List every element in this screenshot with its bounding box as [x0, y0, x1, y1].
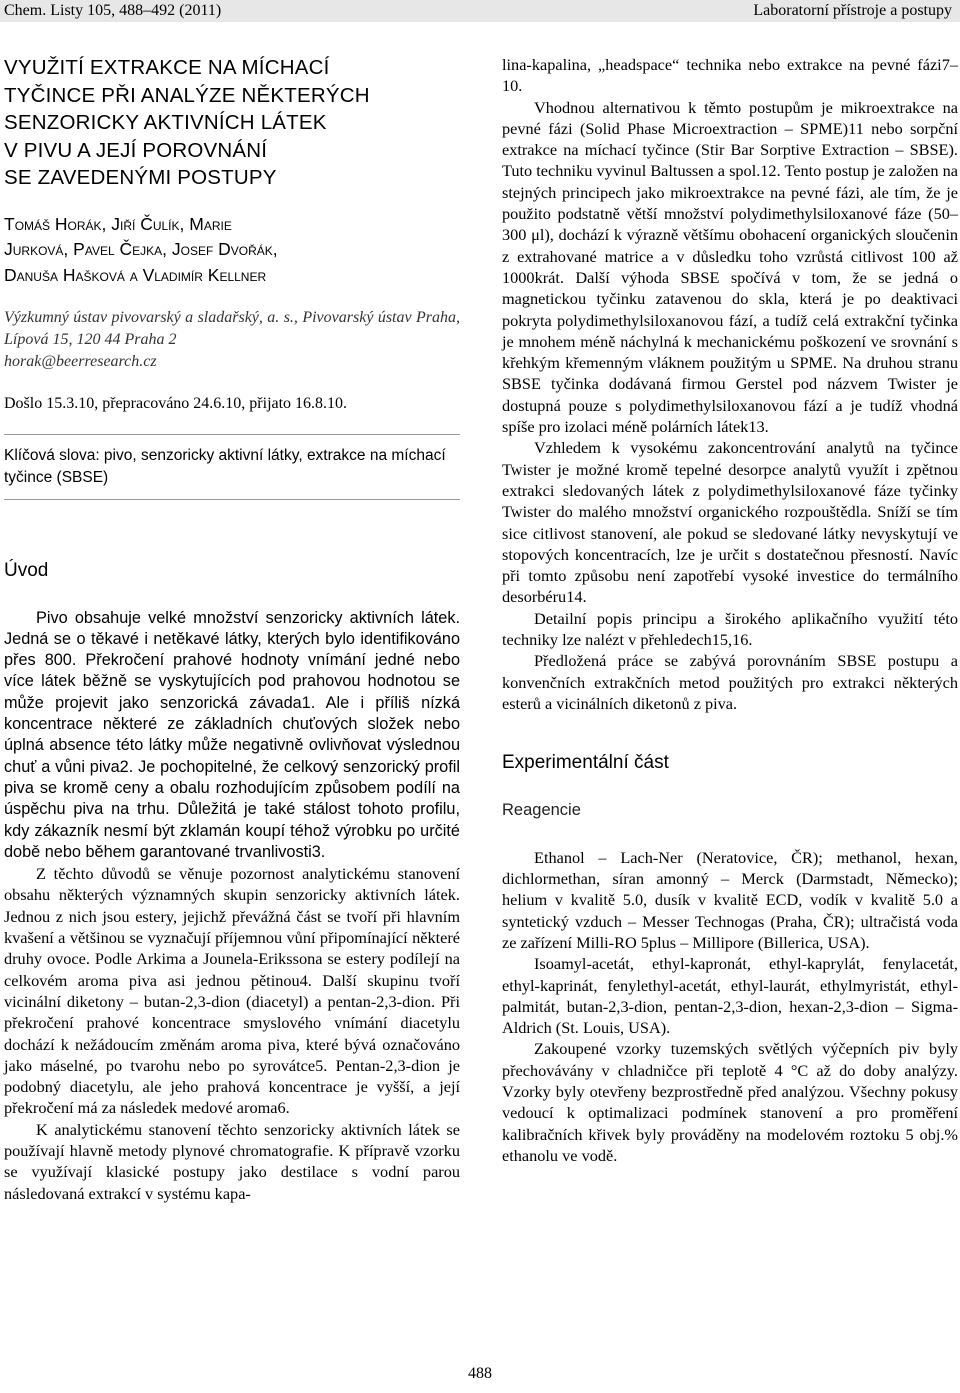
title-line: SE ZAVEDENÝMI POSTUPY	[4, 166, 277, 189]
body-paragraph: Ethanol – Lach-Ner (Neratovice, ČR); methanol, hexan, dichlormethan, síran amonný – Merck (Darmstadt, Německo); helium v kvalitě 5.0, dusík v kvalitě ECD, vodík v kvalitě 5.0 a syntetický vzduch – Messer Technogas (Praha, ČR); ultračistá voda ze zařízení Milli-RO 5plus – Millipore (Billerica, USA).	[502, 847, 958, 952]
body-paragraph: Pivo obsahuje velké množství senzoricky aktivních látek. Jedná se o těkavé i netěkavé látky, kterých bylo identifikováno přes 800. Překročení prahové hodnoty vnímání jedné nebo více látek běžně se vyskytujících pod prahovou hodnotou se může projevit jako senzorická závada1. Ale i příliš nízká koncentrace některé ze základních chuťových složek nebo úplná absence této látky může negativně ovlivňovat výslednou chuť a vůni piva2. Je pochopitelné, že celkový senzorický profil piva se kromě ceny a obalu rozhodujícím způsobem podílí na úspěchu piva na trhu. Důležitá je také stálost tohoto profilu, kdy zákazník nesmí být zklamán koupí téhož výrobku po určité době nebo během garantované trvanlivosti3.	[4, 608, 460, 861]
author-line: Danuša Hašková a Vladimír Kellner	[4, 264, 267, 285]
author-line: Jurková, Pavel Čejka, Josef Dvořák,	[4, 239, 278, 259]
divider	[4, 434, 460, 435]
body-paragraph: Detailní popis principu a širokého aplikačního využití této techniky lze nalézt v přehledech15,16.	[502, 608, 958, 650]
body-paragraph: Předložená práce se zabývá porovnáním SBSE postupu a konvenčních extrakčních metod použitých pro extrakci některých esterů a vicinálních diketonů z piva.	[502, 651, 958, 713]
author-line: Tomáš Horák, Jiří Čulík, Marie	[4, 213, 232, 234]
author-list	[4, 212, 460, 289]
body-paragraph: lina-kapalina, „headspace“ technika nebo extrakce na pevné fázi7–10.	[502, 55, 958, 96]
divider	[4, 499, 460, 500]
body-paragraph: Z těchto důvodů se věnuje pozornost analytickému stanovení obsahu některých významných skupin senzoricky aktivních látek. Jednou z nich jsou estery, jejichž převážná část se tvoří při hlavním kvašení a většinou se vyznačují příjemnou vůní připomínající některé druhy ovoce. Podle Arkima a Jounela-Erikssona se estery podílejí na celkovém aroma piva asi jednou pětinou4. Další skupinu tvoří vicinální diketony – butan-2,3-dion (diacetyl) a pentan-2,3-dion. Při překročení prahové koncentrace smyslového vnímání diacetylu dochází k nežádoucím změnám aroma piva, které bývá označováno jako máselné, po tvarohu nebo po syrovátce5. Pentan-2,3-dion je podobný diacetylu, ale jeho prahová koncentrace je vyšší, a její překročení má za následek medové aroma6.	[4, 864, 460, 1118]
body-paragraph: Vhodnou alternativou k těmto postupům je mikroextrakce na pevné fázi (Solid Phase Microextraction – SPME)11 nebo sorpční extrakce na míchací tyčince (Stir Bar Sorptive Extraction – SBSE). Tuto techniku vyvinul Baltussen a spol.12. Tento postup je založen na stejných principech jako mikroextrakce na pevné fázi, ale tím, že je použito podstatně větší množství polydimethylsiloxanové fáze (50–300 μl), dochází k výrazně většímu obohacení organických sloučenin z extrahované matrice a v důsledku toho vzrůstá citlivost 100 až 1000krát. Další výhoda SBSE spočívá v tom, že se jedná o magnetickou tyčinku zatavenou do skla, která je po deaktivaci pokryta polydimethylsiloxanovou fází, a tudíž celá extrakční tyčinka je mnohem méně náchylná k mechanickému poškození ve srovnání s křehkým křemenným vláknem použitým u SPME. Na druhou stranu SBSE tyčinka dodávaná firmou Gerstel pod názvem Twister je dostupná pouze s polydimethylsiloxanovou fází a je tudíž vhodná spíše pro izolaci méně polárních látek13.	[502, 97, 958, 437]
subsection-heading-reagents: Reagencie	[502, 800, 581, 819]
right-column	[502, 54, 958, 1166]
section-heading-experimental: Experimentální část	[502, 752, 669, 774]
title-line: TYČINCE PŘI ANALÝZE NĚKTERÝCH	[4, 83, 370, 107]
affiliation	[4, 307, 460, 373]
received-dates: Došlo 15.3.10, přepracováno 24.6.10, přijato 16.8.10.	[4, 395, 348, 412]
article-title	[4, 54, 460, 192]
page-number: 488	[468, 1365, 492, 1382]
journal-citation: Chem. Listy 105, 488–492 (2011)	[4, 2, 222, 19]
body-paragraph: Zakoupené vzorky tuzemských světlých výčepních piv byly přechovávány v chladničce při teplotě 4 °C až do doby analýzy. Vzorky byly otevřeny bezprostředně před analýzou. Všechny pokusy vedoucí k optimalizaci podmínek stanovení a pro proměření kalibračních křivek byly prováděny na modelovém roztoku 5 obj.% ethanolu ve vodě.	[502, 1039, 958, 1165]
keywords: Klíčová slova: pivo, senzoricky aktivní látky, extrakce na míchací tyčince (SBSE)	[4, 447, 446, 487]
body-paragraph: K analytickému stanovení těchto senzoricky aktivních látek se používají hlavně metody plynové chromatografie. K přípravě vzorku se využívají klasické postupy jako destilace s vodní parou následovaná extrakcí v systému kapa-	[4, 1119, 460, 1203]
title-line: SENZORICKY AKTIVNÍCH LÁTEK	[4, 111, 327, 134]
section-label: Laboratorní přístroje a postupy	[753, 2, 952, 19]
left-column	[4, 54, 460, 1204]
body-paragraph: Isoamyl-acetát, ethyl-kapronát, ethyl-kaprylát, fenylacetát, ethyl-kaprinát, fenylethyl-acetát, ethyl-laurát, ethylmyristát, ethyl-palmitát, butan-2,3-dion, pentan-2,3-dion, hexan-2,3-dion – Sigma-Aldrich (St. Louis, USA).	[502, 954, 958, 1038]
title-line: V PIVU A JEJÍ POROVNÁNÍ	[4, 138, 268, 162]
title-line: VYUŽITÍ EXTRAKCE NA MÍCHACÍ	[4, 56, 330, 79]
journal-header	[0, 0, 960, 22]
affiliation-text: Výzkumný ústav pivovarský a sladařský, a. s., Pivovarský ústav Praha, Lípová 15, 120 44 Praha 2	[4, 309, 460, 348]
section-heading-intro: Úvod	[4, 560, 49, 582]
author-email[interactable]: horak@beerresearch.cz	[4, 353, 157, 370]
body-paragraph: Vzhledem k vysokému zakoncentrování analytů na tyčince Twister je možné kromě tepelné desorpce analytů využít i zpětnou extrakci sledovaných látek z polydimethylsiloxanové fáze tyčinky Twister do malého množství organického rozpouštědla. Sníží se tím sice citlivost stanovení, ale pokud se sledované látky nevyskytují ve stopových koncentracích, lze je určit s dostatečnou přesností. Navíc při tomto způsobu není zapotřebí vysoké investice do termálního desorbéru14.	[502, 438, 958, 607]
